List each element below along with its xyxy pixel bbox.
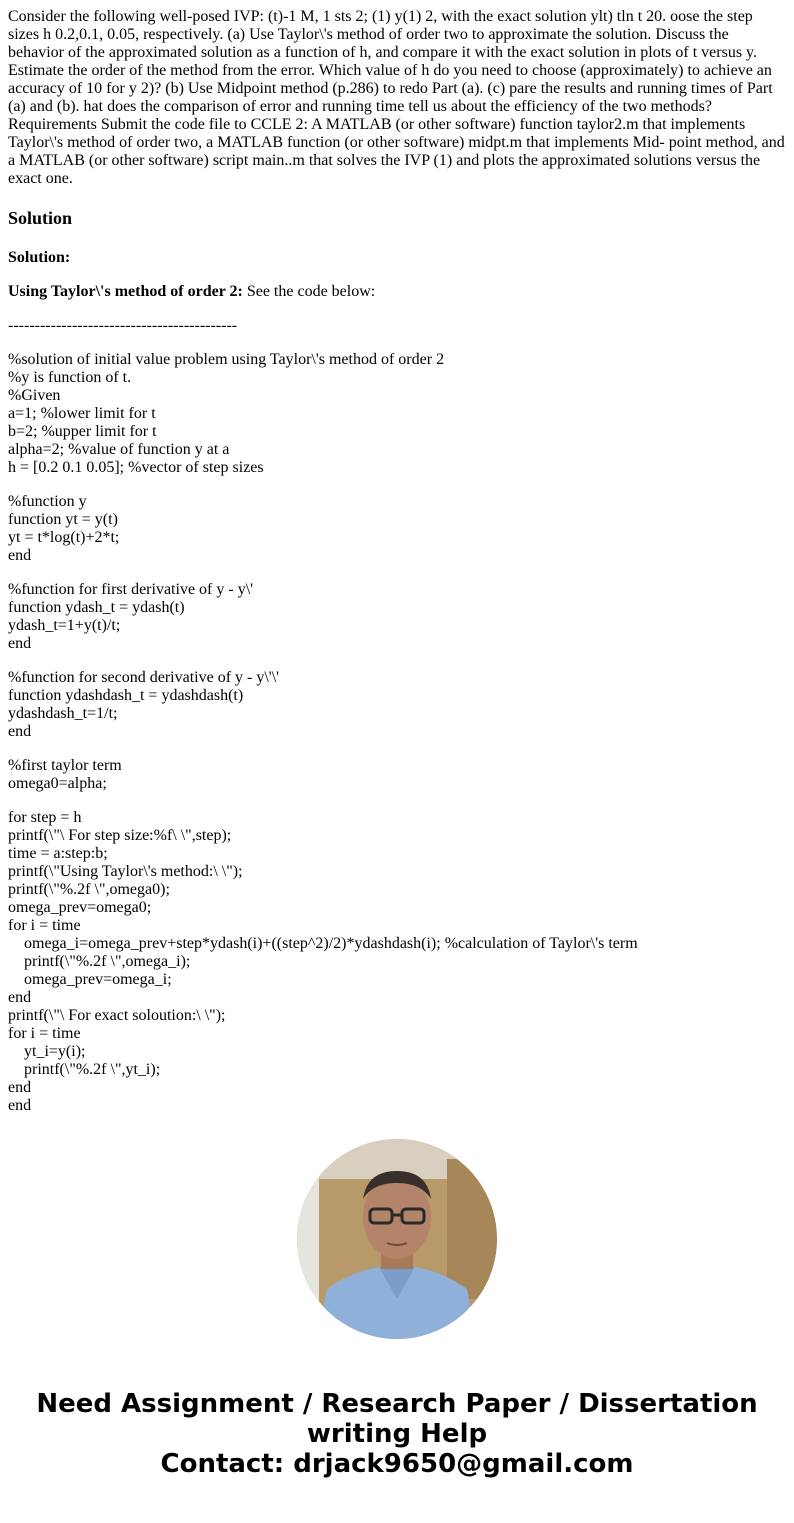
code-line: yt_i=y(i); (24, 1043, 86, 1060)
code-line: function ydashdash_t = ydashdash(t) (8, 687, 244, 704)
code-line: printf(\"%.2f \",omega_i); (24, 953, 191, 970)
code-line: %y is function of t. (8, 369, 132, 386)
footer-line-1: Need Assignment / Research Paper / Dissertation (36, 1389, 758, 1419)
solution-title: Solution (8, 208, 73, 228)
code-line: for i = time (8, 1025, 81, 1042)
code-block (8, 351, 786, 477)
code-line: printf(\"%.2f \",yt_i); (24, 1061, 161, 1078)
code-line: omega_prev=omega0; (8, 899, 152, 916)
code-line: %Given (8, 387, 61, 404)
footer-line-2: writing Help (306, 1419, 488, 1449)
footer-banner (8, 1389, 786, 1479)
question-text: Consider the following well-posed IVP: (t)-1 M, 1 sts 2; (1) y(1) 2, with the exact solution ylt) tln t 20. oose the step sizes h 0.2,0.1, 0.05, respectively. (a) Use Taylor\'s method of order two to approximate the solution. Discuss the behavior of the approximated solution as a function of h, and compare it with the exact solution in plots of t versus y. Estimate the order of the method from the error. Which value of h do you need to choose (approximately) to achieve an accuracy of 10 for y 2)? (b) Use Midpoint method (p.286) to redo Part (a). (c) pare the results and running times of Part (a) and (b). hat does the comparison of error and running time tell us about the efficiency of the two methods? Requirements Submit the code file to CCLE 2: A MATLAB (or other software) function taylor2.m that implements Taylor\'s method of order two, a MATLAB function (or other software) midpt.m that implements Mid- point method, and a MATLAB (or other software) script main..m that solves the IVP (1) and plots the approximated solutions versus the exact one. (8, 8, 785, 187)
code-line: omega0=alpha; (8, 775, 107, 792)
code-line: for step = h (8, 809, 82, 826)
code-line: printf(\"Using Taylor\'s method:\ \"); (8, 863, 243, 880)
avatar (297, 1139, 497, 1339)
code-line: ydashdash_t=1/t; (8, 705, 118, 722)
code-line: %first taylor term (8, 757, 122, 774)
code-line: for i = time (8, 917, 81, 934)
code-line: ydash_t=1+y(t)/t; (8, 617, 121, 634)
code-line: end (8, 547, 32, 564)
code-area (8, 351, 786, 1115)
code-line: omega_i=omega_prev+step*ydash(i)+((step^2)/2)*ydashdash(i); %calculation of Taylor\'s term (24, 935, 638, 952)
code-line: yt = t*log(t)+2*t; (8, 529, 120, 546)
code-line: %function for first derivative of y - y\' (8, 581, 254, 598)
code-line: b=2; %upper limit for t (8, 423, 157, 440)
code-line: %function for second derivative of y - y\'\' (8, 669, 280, 686)
code-line: function ydash_t = ydash(t) (8, 599, 185, 616)
code-line: alpha=2; %value of function y at a (8, 441, 230, 458)
code-line: h = [0.2 0.1 0.05]; %vector of step sizes (8, 459, 264, 476)
code-line: printf(\"%.2f \",omega0); (8, 881, 170, 898)
code-block (8, 493, 786, 565)
avatar-container (8, 1139, 786, 1339)
solution-label: Solution: (8, 249, 71, 266)
code-line: end (8, 1097, 32, 1114)
taylor-heading (8, 283, 786, 301)
code-line: end (8, 1079, 32, 1096)
separator-line: ------------------------------------------- (8, 317, 238, 334)
taylor-heading-rest: See the code below: (242, 283, 376, 300)
code-line: end (8, 635, 32, 652)
code-line: function yt = y(t) (8, 511, 118, 528)
code-line: printf(\"\ For exact soloution:\ \"); (8, 1007, 226, 1024)
code-line: printf(\"\ For step size:%f\ \",step); (8, 827, 232, 844)
code-line: omega_prev=omega_i; (24, 971, 172, 988)
code-block (8, 669, 786, 741)
code-line: a=1; %lower limit for t (8, 405, 156, 422)
taylor-heading-bold: Using Taylor\'s method of order 2: (8, 283, 243, 300)
code-line: end (8, 989, 32, 1006)
code-block (8, 809, 786, 1115)
code-line: %solution of initial value problem using Taylor\'s method of order 2 (8, 351, 445, 368)
code-line: %function y (8, 493, 87, 510)
code-block (8, 581, 786, 653)
code-line: time = a:step:b; (8, 845, 108, 862)
code-line: end (8, 723, 32, 740)
solution-label-paragraph (8, 249, 786, 267)
footer-contact: Contact: drjack9650@gmail.com (160, 1449, 634, 1479)
code-block (8, 757, 786, 793)
